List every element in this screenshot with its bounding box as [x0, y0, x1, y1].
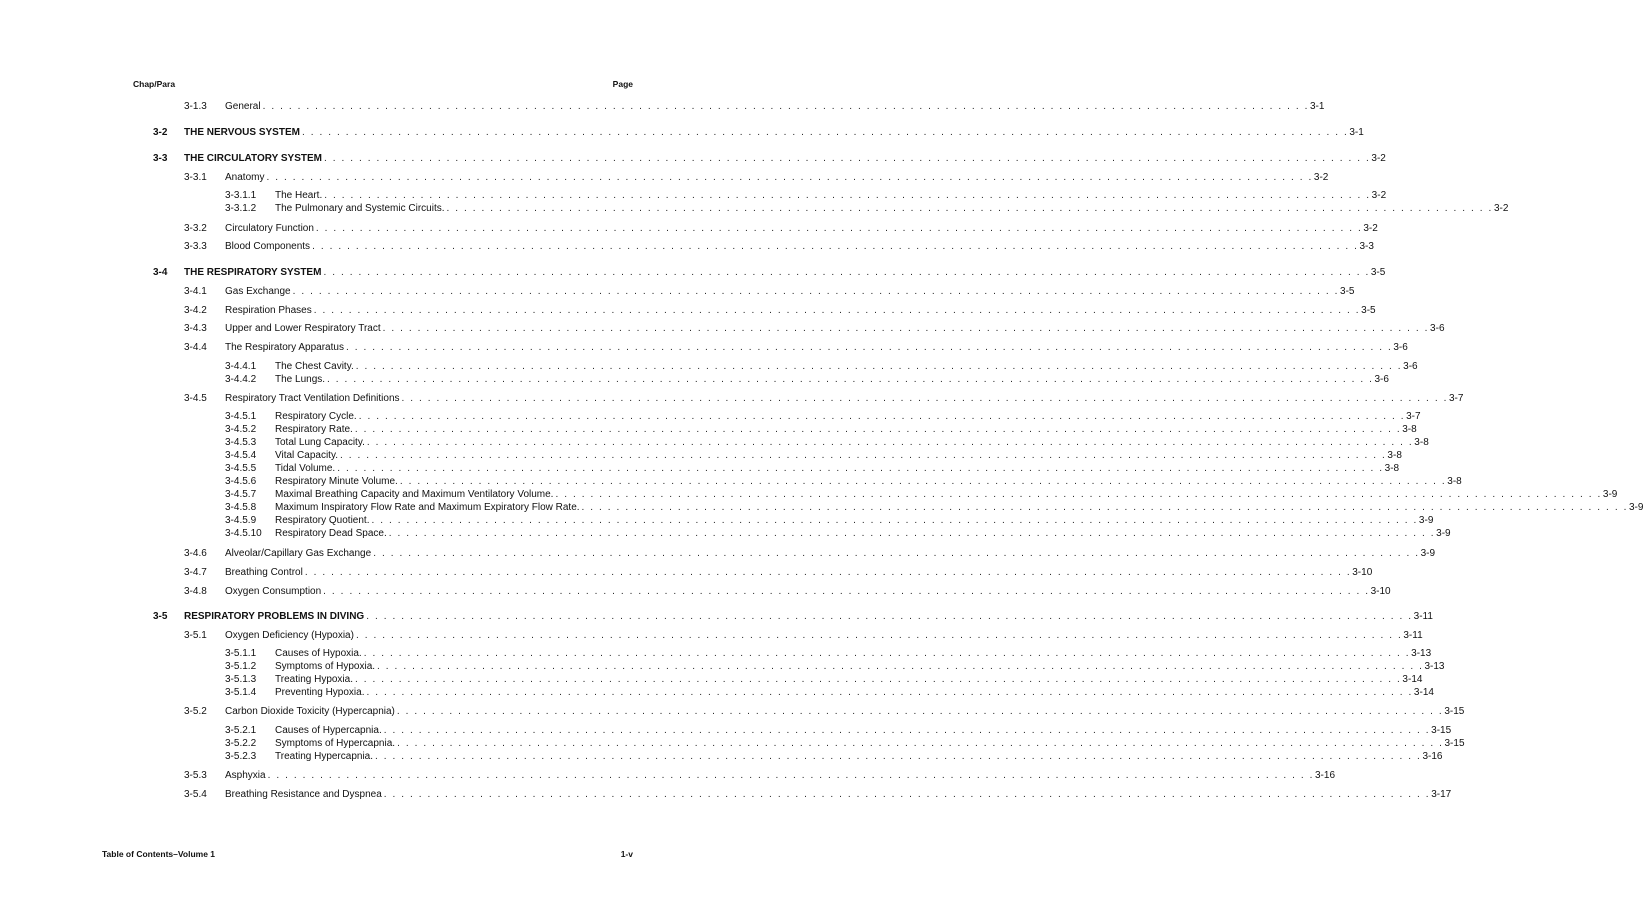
toc-entry-number: 3-4.4 — [184, 342, 207, 353]
toc-entry-number: 3-5.2 — [184, 706, 207, 717]
dot-leader: . . . . . . . . . . . . . . . . . . . . . . . . . . . . . . . . . . . . . . . . . . . . . . . . . . . . . . . . . . . . . . . . . . . . . . . . . . . . . . . . . . . . . . . . . . . . . . . . . . . . . . . . . . . . . . . . . . . . . . . . — [373, 548, 1420, 559]
toc-entry-title: THE RESPIRATORY SYSTEM — [184, 267, 322, 278]
toc-entry-page: 3-15 — [1444, 738, 1465, 749]
toc-entry[interactable] — [0, 585, 1391, 598]
toc-entry[interactable] — [0, 410, 1421, 423]
toc-entry-page: 3-17 — [1431, 789, 1452, 800]
dot-leader: . . . . . . . . . . . . . . . . . . . . . . . . . . . . . . . . . . . . . . . . . . . . . . . . . . . . . . . . . . . . . . . . . . . . . . . . . . . . . . . . . . . . . . . . . . . . . . . . . . . . . . . . . . . . . . . . . . . . . . . . — [371, 515, 1418, 526]
toc-entry-title: Circulatory Function — [225, 223, 314, 234]
dot-leader: . . . . . . . . . . . . . . . . . . . . . . . . . . . . . . . . . . . . . . . . . . . . . . . . . . . . . . . . . . . . . . . . . . . . . . . . . . . . . . . . . . . . . . . . . . . . . . . . . . . . . . . . . . . . . . . . . . . . . . . . — [375, 751, 1422, 762]
toc-entry-page: 3-10 — [1352, 567, 1373, 578]
toc-entry-title: Oxygen Consumption — [225, 586, 322, 597]
toc-entry[interactable] — [0, 341, 1408, 354]
toc-entry-number: 3-4 — [153, 267, 168, 278]
toc-entry-page: 3-9 — [1602, 489, 1618, 500]
toc-entry-title: Symptoms of Hypercapnia. — [275, 738, 396, 749]
toc-entry-title: Preventing Hypoxia. — [275, 687, 365, 698]
dot-leader: . . . . . . . . . . . . . . . . . . . . . . . . . . . . . . . . . . . . . . . . . . . . . . . . . . . . . . . . . . . . . . . . . . . . . . . . . . . . . . . . . . . . . . . . . . . . . . . . . . . . . . . . . . . . . . . . . . . . . . . . — [555, 489, 1602, 500]
dot-leader: . . . . . . . . . . . . . . . . . . . . . . . . . . . . . . . . . . . . . . . . . . . . . . . . . . . . . . . . . . . . . . . . . . . . . . . . . . . . . . . . . . . . . . . . . . . . . . . . . . . . . . . . . . . . . . . . . . . . . . . . — [304, 567, 1352, 578]
toc-entry-number: 3-4.5.3 — [225, 437, 257, 448]
toc-entry-number: 3-4.5.10 — [225, 528, 262, 539]
toc-entry-number: 3-4.7 — [184, 567, 207, 578]
toc-entry-title: The Pulmonary and Systemic Circuits. — [275, 203, 445, 214]
dot-leader: . . . . . . . . . . . . . . . . . . . . . . . . . . . . . . . . . . . . . . . . . . . . . . . . . . . . . . . . . . . . . . . . . . . . . . . . . . . . . . . . . . . . . . . . . . . . . . . . . . . . . . . . . . . . . . . . . . . . . . . . — [292, 286, 1340, 297]
toc-entry-title: Tidal Volume. — [275, 463, 336, 474]
toc-entry-title: Breathing Resistance and Dyspnea — [225, 789, 382, 800]
dot-leader: . . . . . . . . . . . . . . . . . . . . . . . . . . . . . . . . . . . . . . . . . . . . . . . . . . . . . . . . . . . . . . . . . . . . . . . . . . . . . . . . . . . . . . . . . . . . . . . . . . . . . . . . . . . . . . . . . . . . . . . . — [327, 374, 1374, 385]
toc-entry-title: Anatomy — [225, 172, 265, 183]
toc-entry[interactable] — [0, 629, 1423, 642]
toc-entry-page: 3-5 — [1361, 305, 1376, 316]
toc-entry-page: 3-15 — [1431, 725, 1452, 736]
toc-entry-title: Respiratory Cycle. — [275, 411, 357, 422]
toc-entry-page: 3-5 — [1370, 267, 1386, 278]
toc-entry[interactable] — [0, 449, 1402, 462]
dot-leader: . . . . . . . . . . . . . . . . . . . . . . . . . . . . . . . . . . . . . . . . . . . . . . . . . . . . . . . . . . . . . . . . . . . . . . . . . . . . . . . . . . . . . . . . . . . . . . . . . . . . . . . . . . . . . . . . . . . . . . . . — [354, 424, 1402, 435]
dot-leader: . . . . . . . . . . . . . . . . . . . . . . . . . . . . . . . . . . . . . . . . . . . . . . . . . . . . . . . . . . . . . . . . . . . . . . . . . . . . . . . . . . . . . . . . . . . . . . . . . . . . . . . . . . . . . . . . . . . . . . . . — [262, 101, 1309, 112]
toc-entry-page: 3-14 — [1402, 674, 1423, 685]
toc-entry-page: 3-8 — [1414, 437, 1429, 448]
toc-entry-page: 3-3 — [1359, 241, 1374, 252]
toc-entry-title: Treating Hypoxia. — [275, 674, 353, 685]
footer-title: Table of Contents–Volume 1 — [102, 849, 216, 859]
toc-entry[interactable] — [0, 488, 1618, 501]
dot-leader: . . . . . . . . . . . . . . . . . . . . . . . . . . . . . . . . . . . . . . . . . . . . . . . . . . . . . . . . . . . . . . . . . . . . . . . . . . . . . . . . . . . . . . . . . . . . . . . . . . . . . . . . . . . . . . . . . . . . . . . . — [366, 687, 1413, 698]
dot-leader: . . . . . . . . . . . . . . . . . . . . . . . . . . . . . . . . . . . . . . . . . . . . . . . . . . . . . . . . . . . . . . . . . . . . . . . . . . . . . . . . . . . . . . . . . . . . . . . . . . . . . . . . . . . . . . . . . . . . . . . . — [581, 502, 1628, 513]
toc-entry-page: 3-2 — [1313, 172, 1329, 183]
toc-entry-number: 3-4.5.1 — [225, 411, 257, 422]
dot-leader: . . . . . . . . . . . . . . . . . . . . . . . . . . . . . . . . . . . . . . . . . . . . . . . . . . . . . . . . . . . . . . . . . . . . . . . . . . . . . . . . . . . . . . . . . . . . . . . . . . . . . . . . . . . . . . . . . . . . . . . . — [323, 267, 1370, 278]
toc-entry-number: 3-1.3 — [184, 101, 207, 112]
toc-entry-number: 3-4.6 — [184, 548, 207, 559]
toc-entry-page: 3-15 — [1444, 706, 1465, 717]
toc-entry[interactable] — [0, 501, 1643, 514]
dot-leader: . . . . . . . . . . . . . . . . . . . . . . . . . . . . . . . . . . . . . . . . . . . . . . . . . . . . . . . . . . . . . . . . . . . . . . . . . . . . . . . . . . . . . . . . . . . . . . . . . . . . . . . . . . . . . . . . . . . . . . . . — [366, 437, 1414, 448]
toc-entry[interactable] — [0, 475, 1462, 488]
toc-entry-number: 3-4.5.9 — [225, 515, 257, 526]
toc-entry[interactable] — [0, 547, 1436, 560]
toc-entry[interactable] — [0, 126, 1364, 139]
toc-entry-page: 3-2 — [1371, 190, 1387, 201]
toc-entry[interactable] — [0, 266, 1386, 279]
toc-entry-number: 3-3 — [153, 153, 168, 164]
toc-entry-title: Maximal Breathing Capacity and Maximum Ventilatory Volume. — [275, 489, 554, 500]
dot-leader: . . . . . . . . . . . . . . . . . . . . . . . . . . . . . . . . . . . . . . . . . . . . . . . . . . . . . . . . . . . . . . . . . . . . . . . . . . . . . . . . . . . . . . . . . . . . . . . . . . . . . . . . . . . . . . . . . . . . . . . . — [345, 342, 1393, 353]
toc-entry-page: 3-9 — [1628, 502, 1643, 513]
toc-entry-page: 3-9 — [1418, 515, 1434, 526]
dot-leader: . . . . . . . . . . . . . . . . . . . . . . . . . . . . . . . . . . . . . . . . . . . . . . . . . . . . . . . . . . . . . . . . . . . . . . . . . . . . . . . . . . . . . . . . . . . . . . . . . . . . . . . . . . . . . . . . . . . . . . . . — [266, 172, 1313, 183]
toc-entry[interactable] — [0, 240, 1374, 253]
toc-entry-title: Respiratory Tract Ventilation Definitions — [225, 393, 400, 404]
toc-entry-number: 3-5 — [153, 611, 168, 622]
toc-entry[interactable] — [0, 705, 1465, 718]
dot-leader: . . . . . . . . . . . . . . . . . . . . . . . . . . . . . . . . . . . . . . . . . . . . . . . . . . . . . . . . . . . . . . . . . . . . . . . . . . . . . . . . . . . . . . . . . . . . . . . . . . . . . . . . . . . . . . . . . . . . . . . . — [323, 586, 1370, 597]
toc-entry-page: 3-6 — [1393, 342, 1408, 353]
toc-entry[interactable] — [0, 788, 1452, 801]
toc-entry-number: 3-4.4.1 — [225, 361, 257, 372]
toc-entry-page: 3-9 — [1436, 528, 1451, 539]
toc-entry-number: 3-4.4.2 — [225, 374, 257, 385]
toc-entry-page: 3-14 — [1413, 687, 1434, 698]
toc-entry[interactable] — [0, 724, 1452, 737]
toc-entry[interactable] — [0, 462, 1400, 475]
dot-leader: . . . . . . . . . . . . . . . . . . . . . . . . . . . . . . . . . . . . . . . . . . . . . . . . . . . . . . . . . . . . . . . . . . . . . . . . . . . . . . . . . . . . . . . . . . . . . . . . . . . . . . . . . . . . . . . . . . . . . . . . — [337, 463, 1384, 474]
dot-leader: . . . . . . . . . . . . . . . . . . . . . . . . . . . . . . . . . . . . . . . . . . . . . . . . . . . . . . . . . . . . . . . . . . . . . . . . . . . . . . . . . . . . . . . . . . . . . . . . . . . . . . . . . . . . . . . . . . . . . . . . — [382, 323, 1430, 334]
toc-entry-title: Causes of Hypercapnia. — [275, 725, 382, 736]
toc-entry-number: 3-4.8 — [184, 586, 207, 597]
toc-entry-page: 3-6 — [1374, 374, 1389, 385]
toc-entry-number: 3-5.4 — [184, 789, 207, 800]
toc-entry-title: Total Lung Capacity. — [275, 437, 365, 448]
toc-entry-number: 3-5.2.3 — [225, 751, 257, 762]
toc-entry-number: 3-4.5.4 — [225, 450, 257, 461]
toc-entry[interactable] — [0, 322, 1445, 335]
toc-entry-page: 3-8 — [1384, 463, 1400, 474]
toc-entry-number: 3-5.1.4 — [225, 687, 257, 698]
toc-entry[interactable] — [0, 360, 1418, 373]
toc-entry-page: 3-8 — [1387, 450, 1402, 461]
toc-entry-title: Asphyxia — [225, 770, 266, 781]
toc-entry[interactable] — [0, 304, 1376, 317]
dot-leader: . . . . . . . . . . . . . . . . . . . . . . . . . . . . . . . . . . . . . . . . . . . . . . . . . . . . . . . . . . . . . . . . . . . . . . . . . . . . . . . . . . . . . . . . . . . . . . . . . . . . . . . . . . . . . . . . . . . . . . . . — [323, 153, 1371, 164]
toc-entry-number: 3-4.5.5 — [225, 463, 257, 474]
toc-entry-title: Respiratory Quotient. — [275, 515, 370, 526]
toc-entry-title: Respiration Phases — [225, 305, 312, 316]
toc-entry-title: Alveolar/Capillary Gas Exchange — [225, 548, 372, 559]
toc-entry-number: 3-3.1.1 — [225, 190, 257, 201]
toc-entry[interactable] — [0, 660, 1445, 673]
toc-entry[interactable] — [0, 285, 1355, 298]
toc-entry-number: 3-3.3 — [184, 241, 207, 252]
toc-entry-page: 3-9 — [1420, 548, 1436, 559]
toc-entry-title: Respiratory Rate. — [275, 424, 353, 435]
dot-leader: . . . . . . . . . . . . . . . . . . . . . . . . . . . . . . . . . . . . . . . . . . . . . . . . . . . . . . . . . . . . . . . . . . . . . . . . . . . . . . . . . . . . . . . . . . . . . . . . . . . . . . . . . . . . . . . . . . . . . . . . — [399, 476, 1447, 487]
toc-entry-title: Blood Components — [225, 241, 311, 252]
toc-entry-page: 3-13 — [1411, 648, 1432, 659]
toc-entry-title: RESPIRATORY PROBLEMS IN DIVING — [184, 611, 365, 622]
toc-entry[interactable] — [0, 373, 1389, 386]
toc-entry-title: Causes of Hypoxia. — [275, 648, 362, 659]
toc-entry-number: 3-5.1.1 — [225, 648, 257, 659]
toc-entry-title: Oxygen Deficiency (Hypoxia) — [225, 630, 354, 641]
column-header-chap-para: Chap/Para — [133, 79, 176, 89]
toc-entry-number: 3-5.1 — [184, 630, 207, 641]
toc-entry[interactable] — [0, 392, 1464, 405]
toc-entry-number: 3-5.3 — [184, 770, 207, 781]
toc-entry-number: 3-4.5.8 — [225, 502, 257, 513]
toc-entry[interactable] — [0, 750, 1443, 763]
toc-entry-page: 3-11 — [1403, 630, 1423, 641]
toc-entry-title: Symptoms of Hypoxia. — [275, 661, 376, 672]
toc-entry-number: 3-4.5 — [184, 393, 207, 404]
toc-entry-page: 3-8 — [1402, 424, 1417, 435]
toc-entry[interactable] — [0, 769, 1336, 782]
toc-entry-title: Maximum Inspiratory Flow Rate and Maximum Expiratory Flow Rate. — [275, 502, 580, 513]
dot-leader: . . . . . . . . . . . . . . . . . . . . . . . . . . . . . . . . . . . . . . . . . . . . . . . . . . . . . . . . . . . . . . . . . . . . . . . . . . . . . . . . . . . . . . . . . . . . . . . . . . . . . . . . . . . . . . . . . . . . . . . . — [355, 630, 1403, 641]
toc-entry-page: 3-8 — [1447, 476, 1462, 487]
dot-leader: . . . . . . . . . . . . . . . . . . . . . . . . . . . . . . . . . . . . . . . . . . . . . . . . . . . . . . . . . . . . . . . . . . . . . . . . . . . . . . . . . . . . . . . . . . . . . . . . . . . . . . . . . . . . . . . . . . . . . . . . — [324, 190, 1371, 201]
dot-leader: . . . . . . . . . . . . . . . . . . . . . . . . . . . . . . . . . . . . . . . . . . . . . . . . . . . . . . . . . . . . . . . . . . . . . . . . . . . . . . . . . . . . . . . . . . . . . . . . . . . . . . . . . . . . . . . . . . . . . . . . — [363, 648, 1411, 659]
toc-entry-number: 3-4.3 — [184, 323, 207, 334]
toc-entry[interactable] — [0, 202, 1509, 215]
toc-entry-number: 3-2 — [153, 127, 168, 138]
toc-entry-page: 3-6 — [1430, 323, 1445, 334]
toc-entry-title: THE NERVOUS SYSTEM — [184, 127, 300, 138]
toc-entry[interactable] — [0, 171, 1329, 184]
toc-entry-page: 3-7 — [1406, 411, 1421, 422]
toc-entry[interactable] — [0, 514, 1434, 527]
toc-entry[interactable] — [0, 647, 1432, 660]
dot-leader: . . . . . . . . . . . . . . . . . . . . . . . . . . . . . . . . . . . . . . . . . . . . . . . . . . . . . . . . . . . . . . . . . . . . . . . . . . . . . . . . . . . . . . . . . . . . . . . . . . . . . . . . . . . . . . . . . . . . . . . . — [315, 223, 1363, 234]
toc-entry-number: 3-4.5.7 — [225, 489, 257, 500]
toc-entry[interactable] — [0, 436, 1429, 449]
toc-entry-title: Upper and Lower Respiratory Tract — [225, 323, 381, 334]
dot-leader: . . . . . . . . . . . . . . . . . . . . . . . . . . . . . . . . . . . . . . . . . . . . . . . . . . . . . . . . . . . . . . . . . . . . . . . . . . . . . . . . . . . . . . . . . . . . . . . . . . . . . . . . . . . . . . . . . . . . . . . . — [340, 450, 1387, 461]
toc-entry-page: 3-2 — [1493, 203, 1509, 214]
toc-entry-number: 3-3.2 — [184, 223, 207, 234]
dot-leader: . . . . . . . . . . . . . . . . . . . . . . . . . . . . . . . . . . . . . . . . . . . . . . . . . . . . . . . . . . . . . . . . . . . . . . . . . . . . . . . . . . . . . . . . . . . . . . . . . . . . . . . . . . . . . . . . . . . . . . . . — [396, 706, 1444, 717]
toc-entry[interactable] — [0, 423, 1417, 436]
toc-entry-title: The Heart. — [275, 190, 323, 201]
dot-leader: . . . . . . . . . . . . . . . . . . . . . . . . . . . . . . . . . . . . . . . . . . . . . . . . . . . . . . . . . . . . . . . . . . . . . . . . . . . . . . . . . . . . . . . . . . . . . . . . . . . . . . . . . . . . . . . . . . . . . . . . — [301, 127, 1349, 138]
toc-entry-page: 3-1 — [1349, 127, 1364, 138]
dot-leader: . . . . . . . . . . . . . . . . . . . . . . . . . . . . . . . . . . . . . . . . . . . . . . . . . . . . . . . . . . . . . . . . . . . . . . . . . . . . . . . . . . . . . . . . . . . . . . . . . . . . . . . . . . . . . . . . . . . . . . . . — [383, 789, 1431, 800]
toc-entry-title: The Lungs. — [275, 374, 326, 385]
toc-entry-number: 3-5.2.2 — [225, 738, 257, 749]
toc-entry-number: 3-5.1.3 — [225, 674, 257, 685]
dot-leader: . . . . . . . . . . . . . . . . . . . . . . . . . . . . . . . . . . . . . . . . . . . . . . . . . . . . . . . . . . . . . . . . . . . . . . . . . . . . . . . . . . . . . . . . . . . . . . . . . . . . . . . . . . . . . . . . . . . . . . . . — [366, 611, 1413, 622]
toc-entry-title: Vital Capacity. — [275, 450, 338, 461]
toc-entry-page: 3-11 — [1413, 611, 1433, 622]
toc-entry-title: The Respiratory Apparatus — [225, 342, 344, 353]
toc-entry-number: 3-3.1.2 — [225, 203, 257, 214]
toc-entry-title: Breathing Control — [225, 567, 303, 578]
toc-entry-page: 3-16 — [1315, 770, 1336, 781]
toc-entry-page: 3-10 — [1370, 586, 1391, 597]
dot-leader: . . . . . . . . . . . . . . . . . . . . . . . . . . . . . . . . . . . . . . . . . . . . . . . . . . . . . . . . . . . . . . . . . . . . . . . . . . . . . . . . . . . . . . . . . . . . . . . . . . . . . . . . . . . . . . . . . . . . . . . . — [383, 725, 1431, 736]
dot-leader: . . . . . . . . . . . . . . . . . . . . . . . . . . . . . . . . . . . . . . . . . . . . . . . . . . . . . . . . . . . . . . . . . . . . . . . . . . . . . . . . . . . . . . . . . . . . . . . . . . . . . . . . . . . . . . . . . . . . . . . . — [446, 203, 1493, 214]
toc-entry-number: 3-4.5.6 — [225, 476, 257, 487]
toc-entry-number: 3-4.1 — [184, 286, 207, 297]
dot-leader: . . . . . . . . . . . . . . . . . . . . . . . . . . . . . . . . . . . . . . . . . . . . . . . . . . . . . . . . . . . . . . . . . . . . . . . . . . . . . . . . . . . . . . . . . . . . . . . . . . . . . . . . . . . . . . . . . . . . . . . . — [355, 674, 1402, 685]
toc-entry[interactable] — [0, 673, 1423, 686]
toc-entry-page: 3-2 — [1371, 153, 1386, 164]
dot-leader: . . . . . . . . . . . . . . . . . . . . . . . . . . . . . . . . . . . . . . . . . . . . . . . . . . . . . . . . . . . . . . . . . . . . . . . . . . . . . . . . . . . . . . . . . . . . . . . . . . . . . . . . . . . . . . . . . . . . . . . . — [312, 241, 1359, 252]
dot-leader: . . . . . . . . . . . . . . . . . . . . . . . . . . . . . . . . . . . . . . . . . . . . . . . . . . . . . . . . . . . . . . . . . . . . . . . . . . . . . . . . . . . . . . . . . . . . . . . . . . . . . . . . . . . . . . . . . . . . . . . . — [267, 770, 1314, 781]
toc-entry[interactable] — [0, 566, 1373, 579]
toc-entry[interactable] — [0, 189, 1387, 202]
toc-entry[interactable] — [0, 152, 1386, 165]
toc-entry-page: 3-2 — [1363, 223, 1378, 234]
toc-entry-number: 3-5.1.2 — [225, 661, 257, 672]
footer-page-number: 1-v — [620, 849, 633, 859]
toc-entry[interactable] — [0, 222, 1378, 235]
toc-entry-title: The Chest Cavity. — [275, 361, 354, 372]
toc-entry-page: 3-13 — [1424, 661, 1445, 672]
toc-entry[interactable] — [0, 610, 1433, 623]
toc-entry-title: THE CIRCULATORY SYSTEM — [184, 153, 322, 164]
dot-leader: . . . . . . . . . . . . . . . . . . . . . . . . . . . . . . . . . . . . . . . . . . . . . . . . . . . . . . . . . . . . . . . . . . . . . . . . . . . . . . . . . . . . . . . . . . . . . . . . . . . . . . . . . . . . . . . . . . . . . . . . — [355, 361, 1403, 372]
toc-entry-page: 3-6 — [1403, 361, 1418, 372]
column-header-page: Page — [612, 79, 633, 89]
toc-entry-page: 3-16 — [1422, 751, 1443, 762]
toc-entry-page: 3-5 — [1340, 286, 1355, 297]
toc-entry-number: 3-5.2.1 — [225, 725, 257, 736]
toc-entry-title: Carbon Dioxide Toxicity (Hypercapnia) — [225, 706, 395, 717]
dot-leader: . . . . . . . . . . . . . . . . . . . . . . . . . . . . . . . . . . . . . . . . . . . . . . . . . . . . . . . . . . . . . . . . . . . . . . . . . . . . . . . . . . . . . . . . . . . . . . . . . . . . . . . . . . . . . . . . . . . . . . . . — [377, 661, 1424, 672]
toc-entry-title: Gas Exchange — [225, 286, 291, 297]
toc-entry-title: Treating Hypercapnia. — [275, 751, 374, 762]
toc-entry[interactable] — [0, 686, 1434, 699]
toc-entry[interactable] — [0, 527, 1451, 540]
toc-entry-page: 3-7 — [1448, 393, 1464, 404]
toc-entry-number: 3-4.2 — [184, 305, 207, 316]
toc-entry-number: 3-4.5.2 — [225, 424, 257, 435]
toc-entry-title: General — [225, 101, 261, 112]
toc-entry-number: 3-3.1 — [184, 172, 207, 183]
toc-entry-page: 3-1 — [1310, 101, 1325, 112]
dot-leader: . . . . . . . . . . . . . . . . . . . . . . . . . . . . . . . . . . . . . . . . . . . . . . . . . . . . . . . . . . . . . . . . . . . . . . . . . . . . . . . . . . . . . . . . . . . . . . . . . . . . . . . . . . . . . . . . . . . . . . . . — [388, 528, 1436, 539]
toc-entry-title: Respiratory Dead Space. — [275, 528, 387, 539]
toc-entry[interactable] — [0, 100, 1325, 113]
toc-entry-title: Respiratory Minute Volume. — [275, 476, 398, 487]
dot-leader: . . . . . . . . . . . . . . . . . . . . . . . . . . . . . . . . . . . . . . . . . . . . . . . . . . . . . . . . . . . . . . . . . . . . . . . . . . . . . . . . . . . . . . . . . . . . . . . . . . . . . . . . . . . . . . . . . . . . . . . . — [397, 738, 1444, 749]
dot-leader: . . . . . . . . . . . . . . . . . . . . . . . . . . . . . . . . . . . . . . . . . . . . . . . . . . . . . . . . . . . . . . . . . . . . . . . . . . . . . . . . . . . . . . . . . . . . . . . . . . . . . . . . . . . . . . . . . . . . . . . . — [313, 305, 1361, 316]
dot-leader: . . . . . . . . . . . . . . . . . . . . . . . . . . . . . . . . . . . . . . . . . . . . . . . . . . . . . . . . . . . . . . . . . . . . . . . . . . . . . . . . . . . . . . . . . . . . . . . . . . . . . . . . . . . . . . . . . . . . . . . . — [401, 393, 1448, 404]
dot-leader: . . . . . . . . . . . . . . . . . . . . . . . . . . . . . . . . . . . . . . . . . . . . . . . . . . . . . . . . . . . . . . . . . . . . . . . . . . . . . . . . . . . . . . . . . . . . . . . . . . . . . . . . . . . . . . . . . . . . . . . . — [358, 411, 1406, 422]
toc-entry[interactable] — [0, 737, 1465, 750]
